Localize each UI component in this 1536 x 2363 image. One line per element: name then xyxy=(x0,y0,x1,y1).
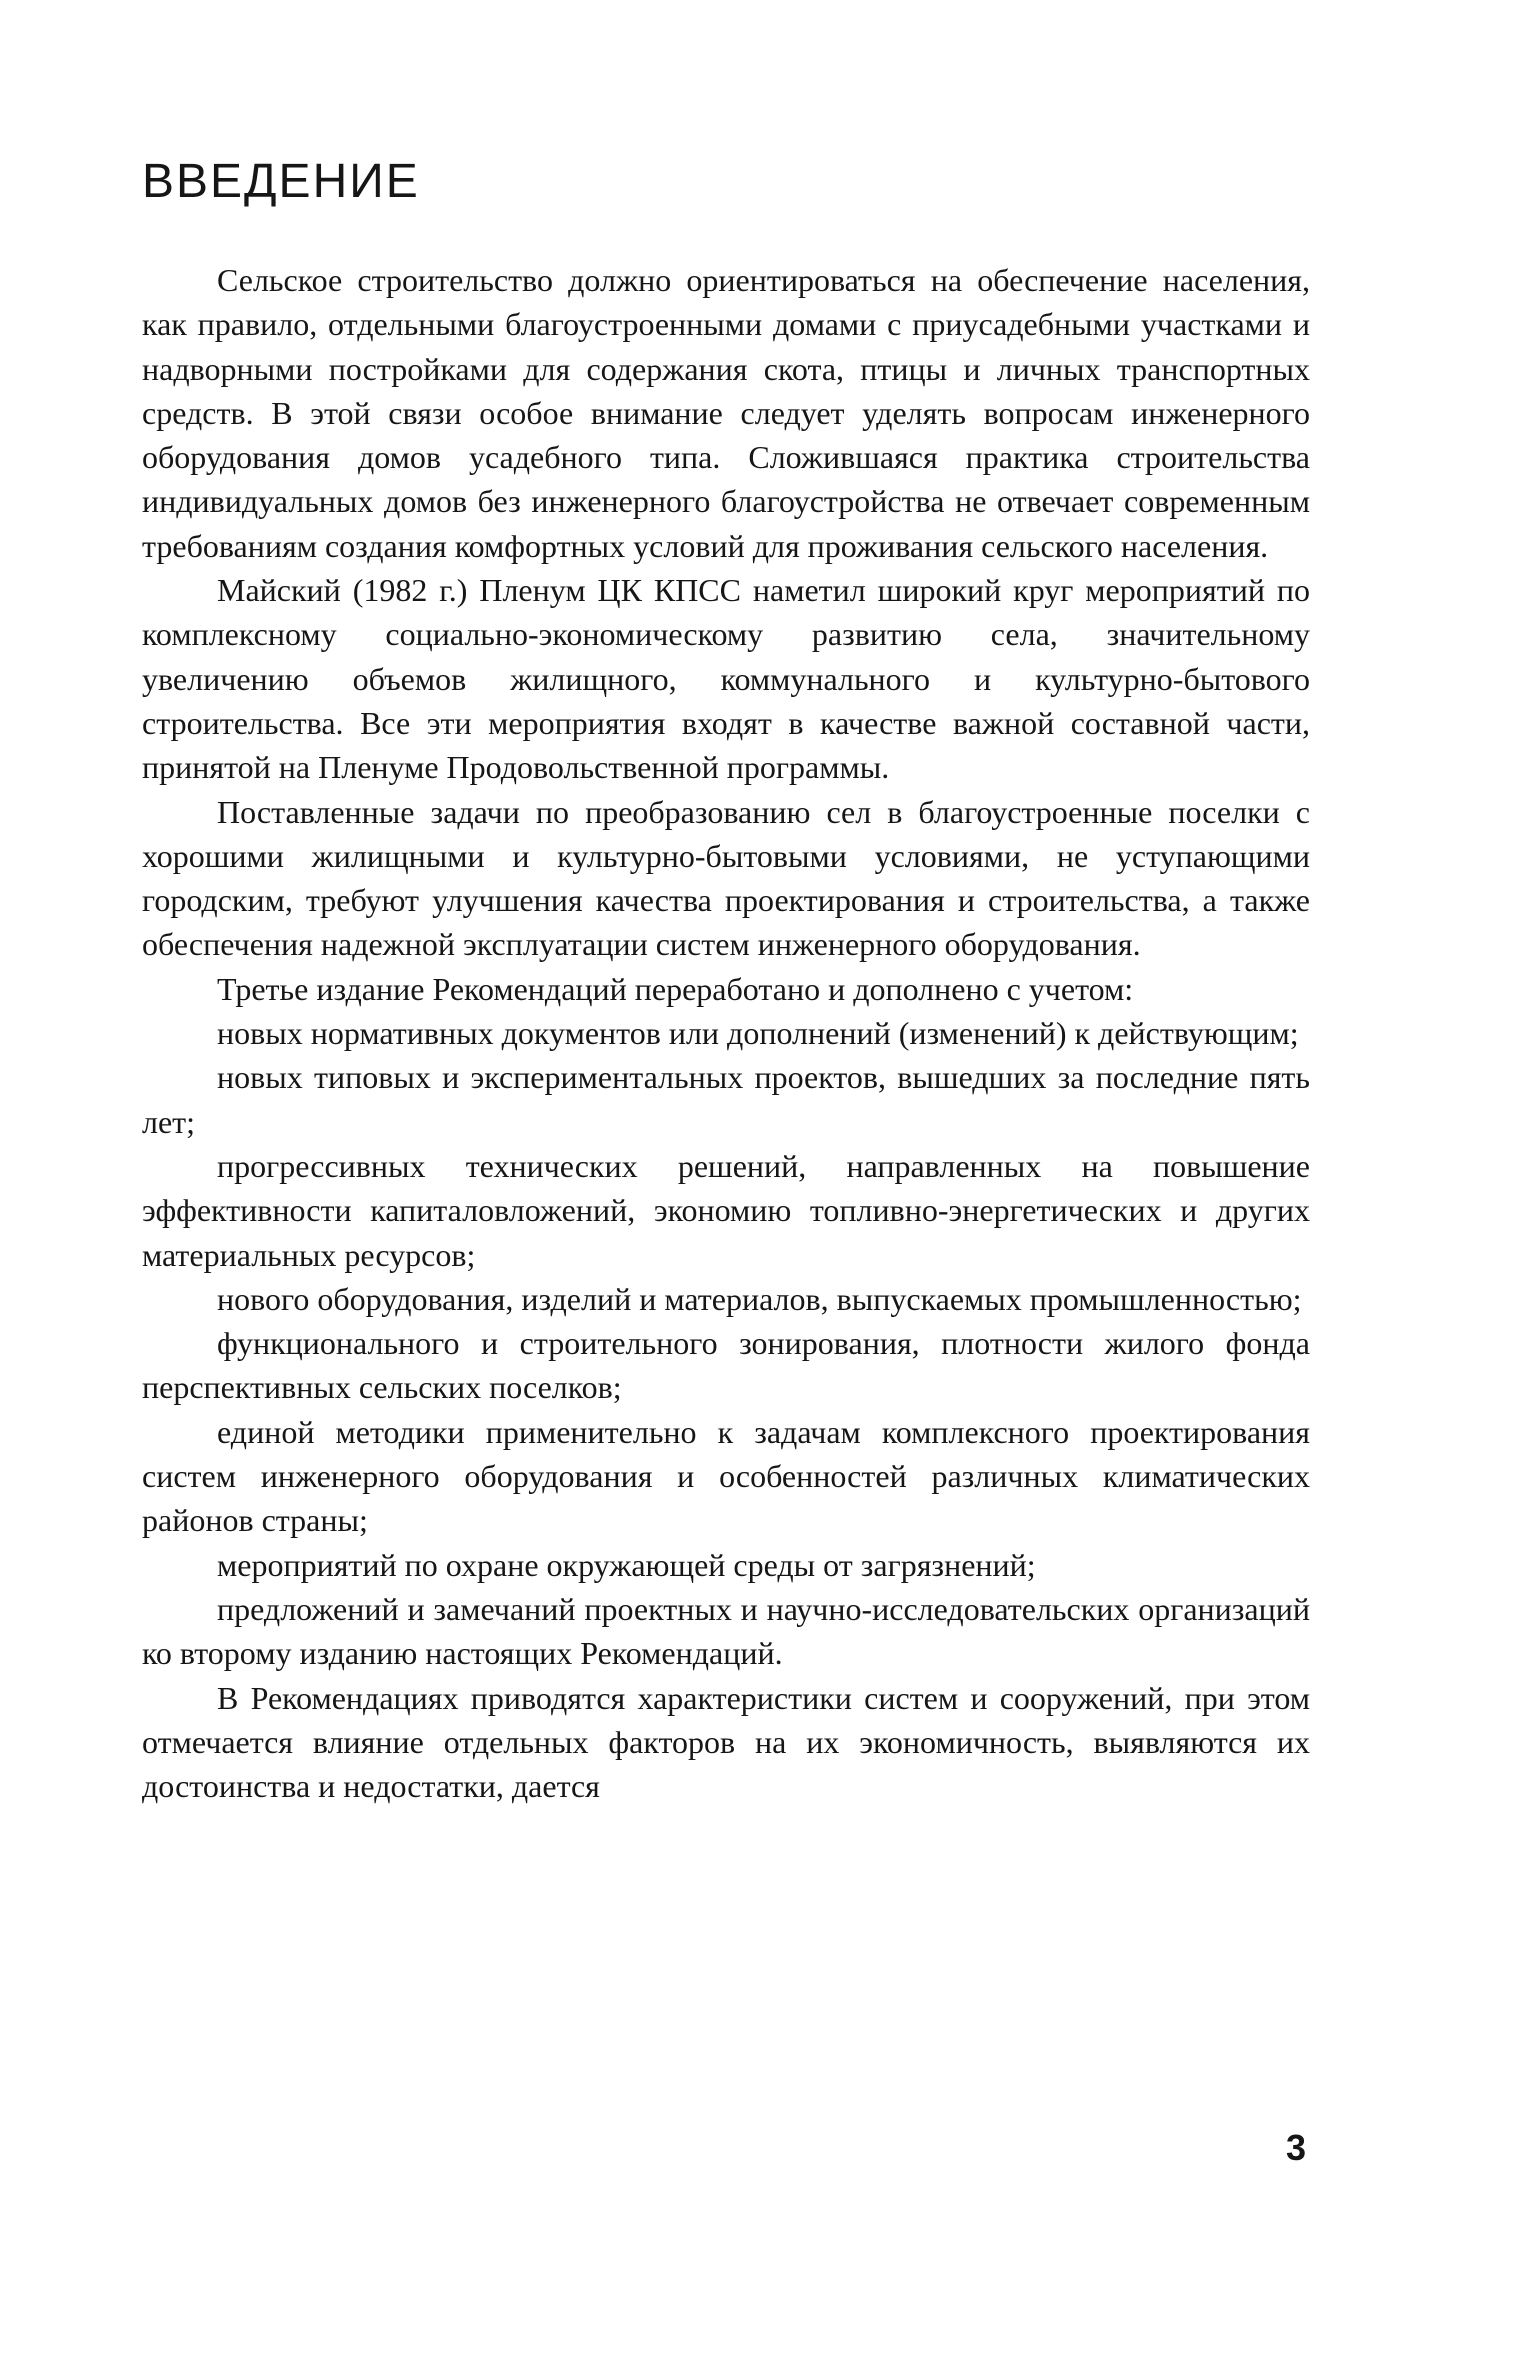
list-item: новых нормативных документов или дополнений (изменений) к действующим; xyxy=(217,1015,1299,1052)
page-number: 3 xyxy=(1286,2127,1307,2168)
paragraph-tasks: Поставленные задачи по преобразованию сел в благоустроенные поселки с хорошими жилищными и культурно-бытовыми условиями, не уступающими городским, требуют улучшения качества проектирования и строительства, а также обеспечения надежной эксплуатации систем инженерного оборудования. xyxy=(142,793,1310,963)
paragraph-third-edition: Третье издание Рекомендаций переработано и дополнено с учетом: xyxy=(217,970,1134,1007)
paragraph-plenum: Майский (1982 г.) Пленум ЦК КПСС наметил широкий круг мероприятий по комплексному социально-экономическому развитию села, значительному увеличению объемов жилищного, коммунального и культурно-бытового строительства. Все эти мероприятия входят в качестве важной составной части, принятой на Пленуме Продовольственной программы. xyxy=(142,572,1310,786)
paragraph-intro: Сельское строительство должно ориентироваться на обеспечение населения, как правило, отдельными благоустроенными домами с приусадебными участками и надворными постройками для содержания скота, птицы и личных транспортных средств. В этой связи особое внимание следует уделять вопросам инженерного оборудования домов усадебного типа. Сложившаяся практика строительства индивидуальных домов без инженерного благоустройства не отвечает современным требованиям создания комфортных условий для проживания сельского населения. xyxy=(142,262,1310,564)
paragraph-recommendations: В Рекомендациях приводятся характеристики систем и сооружений, при этом отмечается влияние отдельных факторов на их экономичность, выявляются их достоинства и недостатки, дается xyxy=(142,1679,1310,1805)
list-item: функционального и строительного зонирования, плотности жилого фонда перспективных сельских поселков; xyxy=(142,1325,1310,1406)
list-item: мероприятий по охране окружающей среды от загрязнений; xyxy=(217,1546,1036,1583)
list-item: нового оборудования, изделий и материалов, выпускаемых промышленностью; xyxy=(217,1280,1302,1317)
list-item: новых типовых и экспериментальных проектов, вышедших за последние пять лет; xyxy=(142,1059,1310,1140)
page-title: ВВЕДЕНИЕ xyxy=(142,155,420,208)
list-item: единой методики применительно к задачам комплексного проектирования систем инженерного оборудования и особенностей различных климатических районов страны; xyxy=(142,1413,1310,1539)
body-text xyxy=(142,258,1310,1808)
list-item: прогрессивных технических решений, направленных на повышение эффективности капиталовложений, экономию топливно-энергетических и других материальных ресурсов; xyxy=(142,1147,1310,1273)
list-item: предложений и замечаний проектных и научно-исследовательских организаций ко второму изданию настоящих Рекомендаций. xyxy=(142,1590,1310,1672)
